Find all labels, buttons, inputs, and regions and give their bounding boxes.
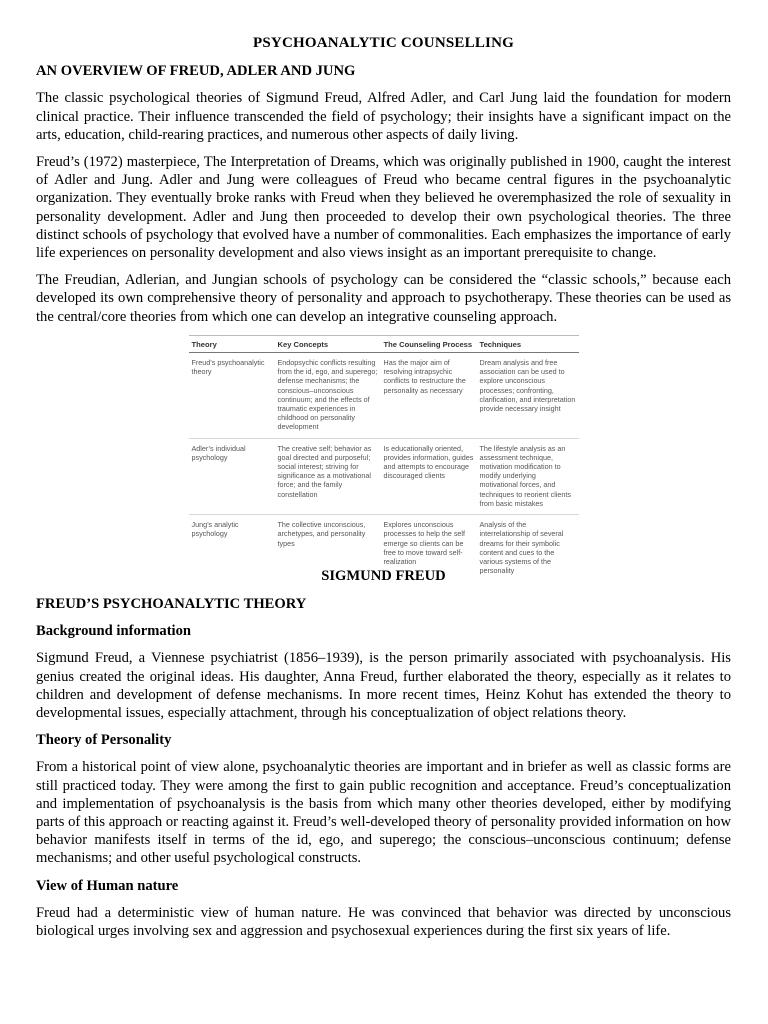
freud-section-heading: SIGMUND FREUD <box>321 567 446 584</box>
table-cell: Adler’s individual psychology <box>189 438 275 514</box>
table-cell: Freud’s psychoanalytic theory <box>189 353 275 439</box>
table-row <box>189 438 579 514</box>
column-header-key-concepts: Key Concepts <box>275 335 381 352</box>
paragraph-personality: From a historical point of view alone, psychoanalytic theories are important and in briefer as well as classic forms are still practiced today. They were among the first to gain public recognition and acceptance. Freud’s conceptualization and implementation of psychoanalysis is the basis from which many other theories developed, either by modifying parts of this approach or reacting against it. Freud’s well-developed theory of personality provided information on how behavior manifests itself in terms of the id, ego, and superego; the conscious–unconscious continuum; defense mechanisms; and other useful psychological constructs. <box>36 759 731 867</box>
table-cell: Explores unconscious processes to help the self emerge so clients can be free to move toward self-realization <box>383 520 466 566</box>
freud-theory-heading: FREUD’S PSYCHOANALYTIC THEORY <box>36 596 307 613</box>
paragraph-classic-schools: The Freudian, Adlerian, and Jungian schools of psychology can be considered the “classic schools,” because each developed its own comprehensive theory of personality and approach to psychotherapy. These theories can be used as the central/core theories from which one can develop an integrative counseling approach. <box>36 272 731 325</box>
paragraph-background: Sigmund Freud, a Viennese psychiatrist (1856–1939), is the person primarily associated with psychoanalysis. His genius created the original ideas. His daughter, Anna Freud, further elaborated the theory, especially as it relates to children and development of defense mechanisms. In more recent times, Heinz Kohut has extended the theory to developmental issues, especially attachment, through his conceptualization of object relations theory. <box>36 650 731 722</box>
table-cell: Jung’s analytic psychology <box>191 520 239 539</box>
table-row <box>189 353 579 439</box>
document-page <box>36 30 731 949</box>
table-cell: Has the major aim of resolving intrapsychic conflicts to restructure the personality as necessary <box>381 353 477 439</box>
column-header-counseling-process: The Counseling Process <box>381 335 477 352</box>
table-cell: The creative self; behavior as goal directed and purposeful; social interest; striving for significance as a motivational force; and the family constellation <box>275 438 381 514</box>
paragraph-human-nature: Freud had a deterministic view of human nature. He was convinced that behavior was directed by unconscious biological urges involving sex and aggression and psychosexual experiences during the first six years of life. <box>36 904 731 940</box>
column-header-techniques: Techniques <box>477 335 579 352</box>
paragraph-intro: The classic psychological theories of Sigmund Freud, Alfred Adler, and Carl Jung laid the foundation for modern clinical practice. Their influence transcended the field of psychology; their insights have a significant impact on the arts, education, child-rearing practices, and numerous other aspects of daily living. <box>36 90 731 143</box>
human-nature-subheading: View of Human nature <box>36 877 179 894</box>
overview-heading: AN OVERVIEW OF FREUD, ADLER AND JUNG <box>36 63 356 80</box>
table-row <box>189 515 579 582</box>
table-cell: Analysis of the interrelationship of several dreams for their symbolic content and cues to the various systems of the personality <box>479 520 564 576</box>
personality-subheading: Theory of Personality <box>36 732 172 749</box>
document-title: PSYCHOANALYTIC COUNSELLING <box>253 35 514 51</box>
paragraph-history: Freud’s (1972) masterpiece, The Interpretation of Dreams, which was originally published in 1900, caught the interest of Adler and Jung. Adler and Jung were colleagues of Freud who became central figures in the psychoanalytic organization. They eventually broke ranks with Freud when they believed he overemphasized the role of sexuality in personality development. Adler and Jung then proceeded to develop their own psychological theories. The three distinct schools of psychology that evolved have a number of commonalities. Each emphasizes the importance of early life experiences on personality development and also views insight as an important prerequisite to change. <box>36 154 731 262</box>
table-cell: The lifestyle analysis as an assessment technique, motivation modification to modify underlying motivational forces, and techniques to reorient clients from basic mistakes <box>477 438 579 514</box>
table-cell: Is educationally oriented, provides information, guides and attempts to encourage discouraged clients <box>381 438 477 514</box>
table-cell: Endopsychic conflicts resulting from the id, ego, and superego; defense mechanisms; the conscious–unconscious continuum; and the effects of traumatic experiences in childhood on personality development <box>275 353 381 439</box>
table-cell: The collective unconscious, archetypes, and personality types <box>277 520 366 548</box>
background-subheading: Background information <box>36 623 192 640</box>
theories-table <box>189 335 579 581</box>
column-header-theory: Theory <box>189 335 275 352</box>
table-header-row <box>189 335 579 352</box>
table-cell: Dream analysis and free association can be used to explore unconscious processes; confronting, clarification, and interpretation provide necessary insight <box>477 353 579 439</box>
